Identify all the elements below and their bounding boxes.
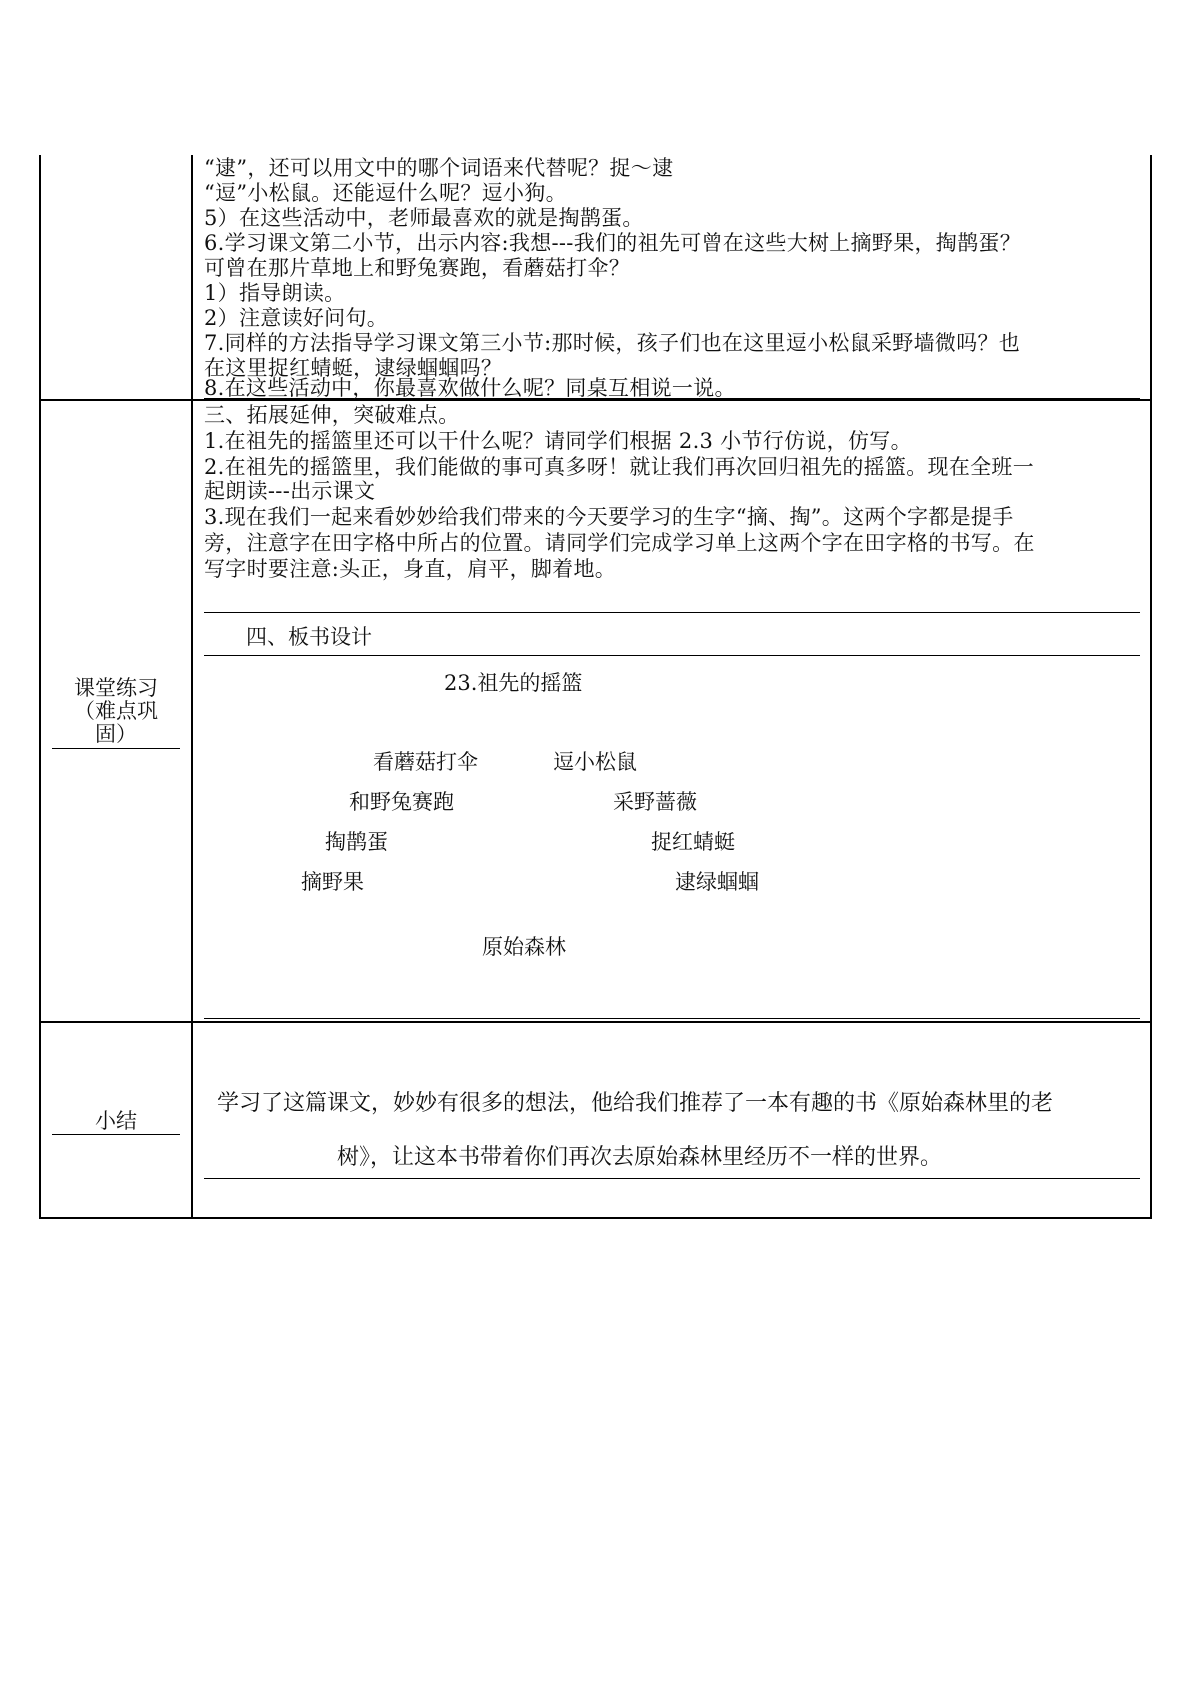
board-right-1: 逗小松鼠 — [553, 750, 637, 774]
summary-label: 小结 — [95, 1109, 137, 1133]
cont-line-7: 2）注意读好问句。 — [204, 306, 389, 330]
summary-rule — [204, 1178, 1140, 1179]
cont-line-5: 可曾在那片草地上和野兔赛跑，看蘑菇打伞？ — [204, 256, 630, 280]
table-divider-vertical — [191, 155, 193, 1217]
practice-line-7: 写字时要注意:头正，身直，肩平，脚着地。 — [204, 557, 617, 581]
practice-line-3: 2.在祖先的摇篮里，我们能做的事可真多呀！就让我们再次回归祖先的摇篮。现在全班一 — [204, 455, 1035, 479]
table-bottom-border — [39, 1217, 1152, 1219]
board-left-4: 摘野果 — [301, 870, 364, 894]
cont-line-10: 8.在这些活动中，你最喜欢做什么呢？同桌互相说一说。 — [204, 376, 736, 400]
board-left-1: 看蘑菇打伞 — [373, 750, 478, 774]
practice-rule-1 — [204, 612, 1140, 613]
board-bottom: 原始森林 — [482, 935, 566, 959]
board-right-4: 逮绿蝈蝈 — [675, 870, 759, 894]
practice-label-line-3: 固） — [95, 722, 137, 746]
practice-label-underline — [52, 748, 180, 749]
practice-line-4: 起朗读---出示课文 — [204, 479, 376, 503]
practice-rule-2 — [204, 655, 1140, 656]
table-left-border — [39, 155, 41, 1217]
cont-line-6: 1）指导朗读。 — [204, 281, 346, 305]
practice-line-6: 旁，注意字在田字格中所占的位置。请同学们完成学习单上这两个字在田字格的书写。在 — [204, 531, 1035, 555]
row-border-2 — [39, 1021, 1152, 1023]
practice-rule-3 — [204, 1018, 1140, 1019]
cont-line-8: 7.同样的方法指导学习课文第三小节:那时候，孩子们也在这里逗小松鼠采野墙微吗？也 — [204, 331, 1021, 355]
cont-line-1: “逮”，还可以用文中的哪个词语来代替呢？捉～逮 — [204, 156, 674, 180]
board-right-2: 采野蔷薇 — [613, 790, 697, 814]
cont-line-9: 在这里捉红蜻蜓，逮绿蝈蝈吗？ — [204, 356, 503, 380]
board-left-3: 掏鹊蛋 — [325, 830, 388, 854]
summary-line-2: 树》，让这本书带着你们再次去原始森林里经历不一样的世界。 — [337, 1145, 943, 1170]
summary-line-1: 学习了这篇课文，妙妙有很多的想法，他给我们推荐了一本有趣的书《原始森林里的老 — [217, 1091, 1054, 1116]
practice-label-line-1: 课堂练习 — [74, 676, 158, 700]
cont-line-2: “逗”小松鼠。还能逗什么呢？逗小狗。 — [204, 181, 567, 205]
board-right-3: 捉红蜻蜓 — [651, 830, 735, 854]
cont-line-4: 6.学习课文第二小节，出示内容:我想---我们的祖先可曾在这些大树上摘野果，掏鹊蛋？ — [204, 231, 1021, 255]
board-title: 23.祖先的摇篮 — [444, 671, 583, 695]
board-heading: 四、板书设计 — [246, 625, 372, 649]
cont-line-3: 5）在这些活动中，老师最喜欢的就是掏鹊蛋。 — [204, 206, 644, 230]
board-left-2: 和野兔赛跑 — [349, 790, 454, 814]
practice-line-1: 三、拓展延伸，突破难点。 — [204, 403, 460, 427]
practice-label-line-2: （难点巩 — [74, 699, 158, 723]
practice-line-5: 3.现在我们一起来看妙妙给我们带来的今天要学习的生字“摘、掏”。这两个字都是提手 — [204, 505, 1014, 529]
summary-label-underline — [52, 1134, 180, 1135]
table-right-border — [1150, 155, 1152, 1217]
practice-line-2: 1.在祖先的摇篮里还可以干什么呢？请同学们根据 2.3 小节行仿说，仿写。 — [204, 429, 912, 453]
